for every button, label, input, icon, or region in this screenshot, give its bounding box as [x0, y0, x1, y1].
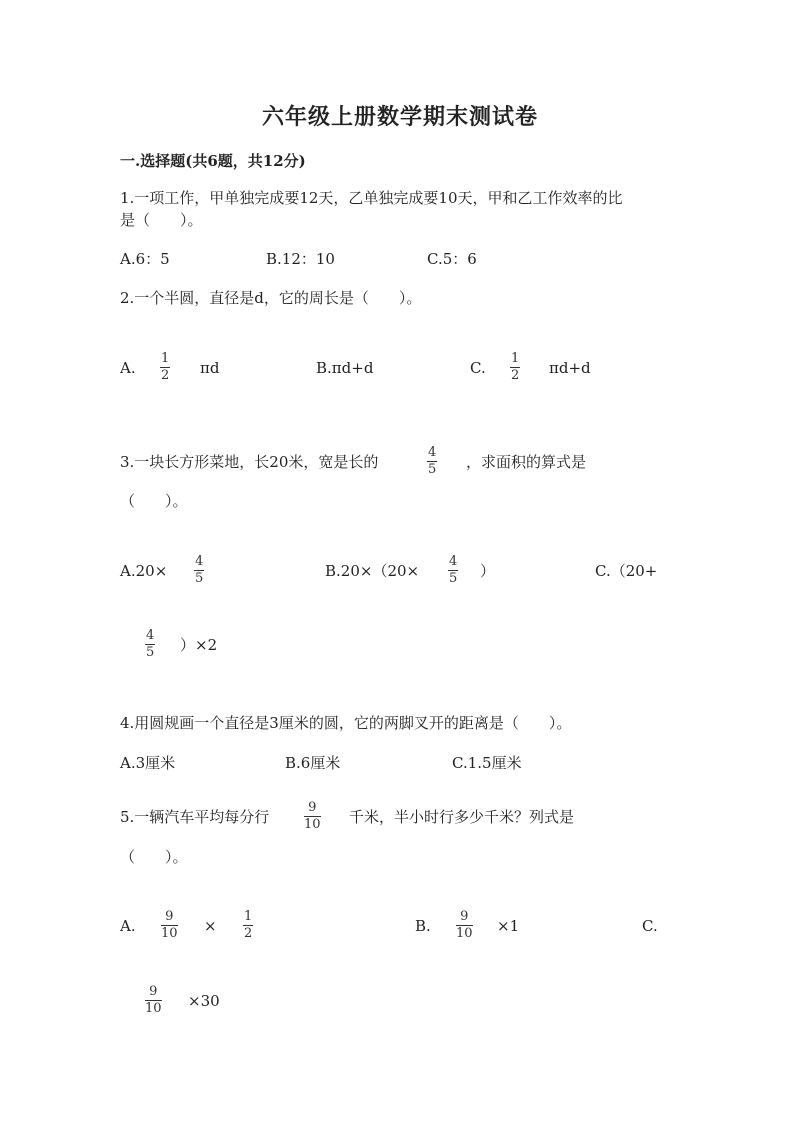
- question-5-option-c-suffix: ×30: [188, 992, 220, 1010]
- question-5-option-b-label: B.: [415, 917, 431, 935]
- question-3-option-b: B.20×（20×: [325, 562, 420, 580]
- fraction-denominator: 10: [304, 817, 321, 832]
- question-5-option-b-fraction: [456, 910, 473, 941]
- fraction-denominator: 5: [195, 571, 204, 586]
- question-1-option-b: B.12：10: [266, 250, 335, 268]
- question-5-stem-fraction: [304, 801, 321, 832]
- fraction-numerator: 4: [195, 554, 204, 569]
- question-3-option-c-suffix: ）×2: [180, 636, 218, 654]
- section-heading: 一.选择题(共6题，共12分): [120, 152, 306, 170]
- question-3-option-a: A.20×: [120, 562, 168, 580]
- question-2-option-b: B.πd+d: [316, 359, 374, 377]
- question-5-option-b-suffix: ×1: [497, 917, 520, 935]
- fraction-denominator: 2: [244, 926, 253, 941]
- question-2-stem: 2.一个半圆，直径是d，它的周长是（ ）。: [120, 289, 422, 307]
- question-5-option-c-label: C.: [642, 917, 658, 935]
- fraction-numerator: 1: [161, 351, 170, 366]
- question-5-option-a-fraction-1: [161, 910, 178, 941]
- question-3-option-b-fraction: [448, 555, 458, 586]
- question-5-stem-line2: （ ）。: [120, 848, 188, 866]
- question-1-option-c: C.5：6: [427, 250, 477, 268]
- fraction-denominator: 5: [449, 571, 458, 586]
- question-3-option-b-suffix: ）: [480, 562, 496, 580]
- question-3-stem-before: 3.一块长方形菜地，长20米，宽是长的: [120, 453, 379, 471]
- fraction-denominator: 10: [456, 926, 473, 941]
- fraction-numerator: 4: [428, 445, 437, 460]
- fraction-denominator: 5: [428, 462, 437, 477]
- fraction-numerator: 4: [146, 628, 155, 643]
- fraction-denominator: 10: [145, 1001, 162, 1016]
- question-3-stem-after: ，求面积的算式是: [466, 453, 587, 471]
- question-5-option-a-fraction-2: [243, 910, 253, 941]
- fraction-numerator: 9: [165, 909, 174, 924]
- question-1-stem-line1: 1.一项工作，甲单独完成要12天，乙单独完成要10天，甲和乙工作效率的比: [120, 189, 623, 207]
- question-2-option-c-label: C.: [470, 359, 486, 377]
- fraction-numerator: 9: [460, 909, 469, 924]
- question-4-stem: 4.用圆规画一个直径是3厘米的圆，它的两脚叉开的距离是（ ）。: [120, 714, 572, 732]
- question-5-option-a-operator: ×: [204, 917, 217, 935]
- fraction-numerator: 4: [449, 554, 458, 569]
- question-2-option-a-fraction: [160, 352, 170, 383]
- question-3-stem-fraction: [427, 446, 437, 477]
- question-1-option-a: A.6：5: [120, 250, 170, 268]
- fraction-denominator: 2: [511, 368, 520, 383]
- question-1-stem-line2: 是（ ）。: [120, 211, 203, 229]
- question-2-option-c-suffix: πd+d: [549, 359, 591, 377]
- question-5-stem-before: 5.一辆汽车平均每分行: [120, 808, 270, 826]
- question-4-option-b: B.6厘米: [285, 754, 341, 772]
- page-title: 六年级上册数学期末测试卷: [261, 104, 538, 130]
- question-5-stem-after: 千米，半小时行多少千米？列式是: [349, 808, 575, 826]
- question-3-stem-line2: （ ）。: [120, 492, 188, 510]
- fraction-numerator: 1: [244, 909, 253, 924]
- question-4-option-a: A.3厘米: [120, 754, 176, 772]
- question-5-option-c-fraction: [145, 985, 162, 1016]
- fraction-numerator: 9: [149, 984, 158, 999]
- fraction-numerator: 1: [511, 351, 520, 366]
- question-2-option-a-label: A.: [120, 359, 136, 377]
- question-5-option-a-label: A.: [120, 917, 136, 935]
- fraction-denominator: 5: [146, 645, 155, 660]
- question-2-option-c-fraction: [510, 352, 520, 383]
- question-4-option-c: C.1.5厘米: [452, 754, 522, 772]
- question-3-option-a-fraction: [194, 555, 204, 586]
- fraction-denominator: 10: [161, 926, 178, 941]
- question-3-option-c-fraction: [145, 629, 155, 660]
- question-3-option-c: C.（20+: [595, 562, 658, 580]
- question-2-option-a-suffix: πd: [200, 359, 220, 377]
- fraction-numerator: 9: [308, 800, 317, 815]
- fraction-denominator: 2: [161, 368, 170, 383]
